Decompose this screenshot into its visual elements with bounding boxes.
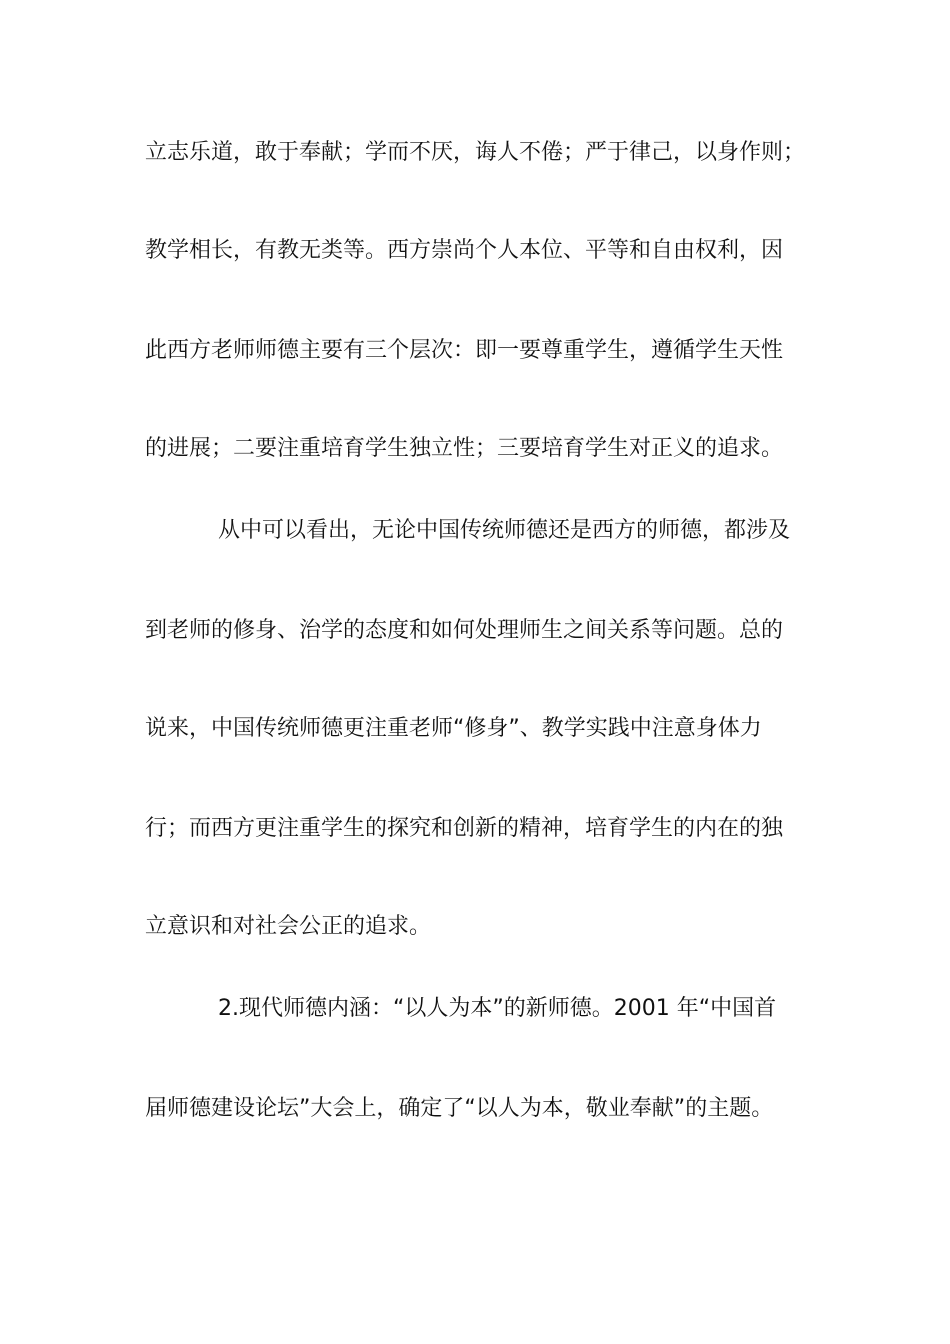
paragraph-first-line: 2.现代师德内涵：“以人为本”的新师德。2001 年“中国首 — [218, 996, 777, 1021]
text-line: 立志乐道，敢于奉献；学而不厌，诲人不倦；严于律己，以身作则； — [145, 140, 806, 165]
text-line: 届师德建设论坛”大会上，确定了“以人为本，敬业奉献”的主题。 — [145, 1096, 774, 1121]
text-line: 的进展；二要注重培育学生独立性；三要培育学生对正义的追求。 — [145, 436, 784, 461]
text-line: 行；而西方更注重学生的探究和创新的精神，培育学生的内在的独 — [145, 816, 784, 841]
text-line: 此西方老师师德主要有三个层次：即一要尊重学生，遵循学生天性 — [145, 338, 784, 363]
text-line: 教学相长，有教无类等。西方崇尚个人本位、平等和自由权利，因 — [145, 238, 784, 263]
text-line: 到老师的修身、治学的态度和如何处理师生之间关系等问题。总的 — [145, 618, 784, 643]
text-line: 立意识和对社会公正的追求。 — [145, 914, 432, 939]
text-line: 说来，中国传统师德更注重老师“修身”、教学实践中注意身体力 — [145, 716, 762, 741]
paragraph-first-line: 从中可以看出，无论中国传统师德还是西方的师德，都涉及 — [218, 518, 791, 543]
